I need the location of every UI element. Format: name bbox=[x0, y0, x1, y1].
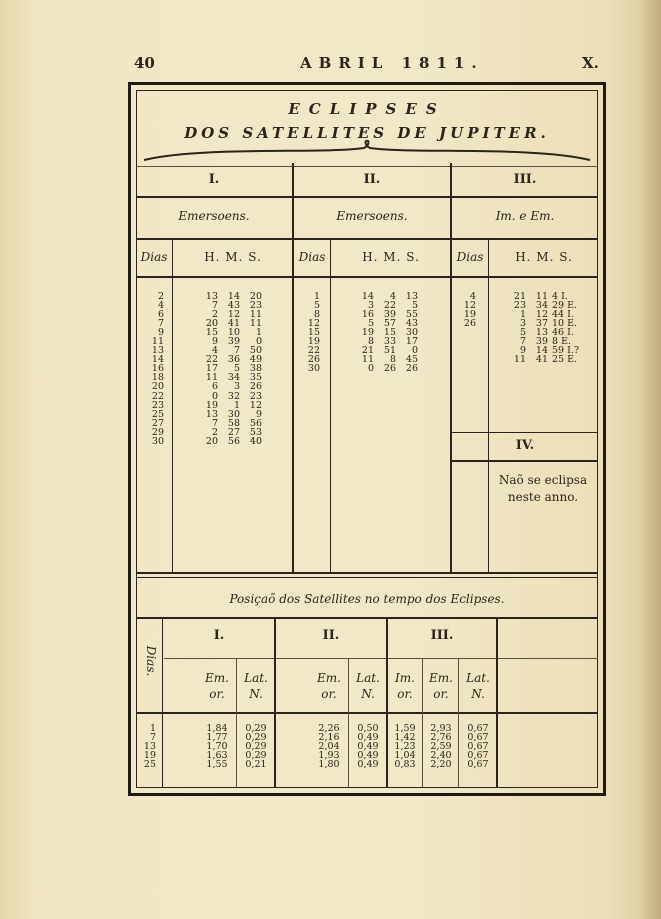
sat-I-seconds: 20 23 11 11 1 0 50 49 38 35 26 23 12 9 56 53 40 bbox=[249, 291, 262, 447]
heading-eclipses: ECLIPSES bbox=[288, 100, 446, 118]
page-edge-shadow bbox=[639, 0, 661, 919]
sat-III-day-header: Dias bbox=[456, 250, 484, 264]
pos-col-4: 0,50 0,49 0,49 0,49 0,49 bbox=[357, 723, 379, 771]
sat-II-numeral: II. bbox=[363, 172, 381, 187]
col-divider bbox=[162, 619, 163, 787]
sat-I-minutes: 14 43 12 41 10 39 7 36 5 34 3 32 1 30 58 27 56 bbox=[227, 291, 240, 447]
col-divider bbox=[450, 163, 452, 572]
pos-col-header: Lat. N. bbox=[466, 671, 490, 701]
col-divider bbox=[422, 659, 423, 787]
signature-mark: X. bbox=[582, 54, 599, 72]
sat-II-seconds: 13 5 55 43 30 17 0 45 26 bbox=[405, 291, 418, 375]
pos-group-III: III. bbox=[430, 628, 454, 643]
pos-col-5: 1,59 1,42 1,23 1,04 0,83 bbox=[394, 723, 416, 771]
sat-I-hours: 13 7 2 20 15 9 4 22 17 11 6 0 19 13 7 2 20 bbox=[205, 291, 218, 447]
sat-II-day-header: Dias bbox=[298, 250, 326, 264]
sat-III-hours: 21 23 1 3 5 7 9 11 bbox=[513, 291, 526, 366]
running-header bbox=[0, 52, 661, 76]
col-divider bbox=[496, 619, 498, 787]
pos-col-2: 0,29 0,29 0,29 0,29 0,21 bbox=[245, 723, 267, 771]
rule bbox=[136, 196, 598, 198]
rule bbox=[164, 658, 598, 659]
rule bbox=[136, 577, 598, 578]
sat-IV-note: Naõ se eclipsa neste anno. bbox=[498, 473, 588, 504]
pos-group-II: II. bbox=[322, 628, 340, 643]
pos-col-header: Em. or. bbox=[317, 671, 341, 701]
pos-col-6: 2,93 2,76 2,59 2,40 2,20 bbox=[430, 723, 452, 771]
pos-days: 1 7 13 19 25 bbox=[143, 723, 156, 771]
pos-col-3: 2,26 2,16 2,04 1,93 1,80 bbox=[318, 723, 340, 771]
sat-IV-numeral: IV. bbox=[515, 438, 535, 453]
sat-III-phase: Im. e Em. bbox=[495, 209, 555, 223]
rule bbox=[136, 166, 598, 167]
sat-III-minutes: 11 34 12 37 13 39 14 41 bbox=[535, 291, 548, 366]
pos-col-header: Em. or. bbox=[205, 671, 229, 701]
rule bbox=[136, 276, 598, 278]
sat-II-phase: Emersoens. bbox=[336, 209, 408, 223]
curly-brace-ornament bbox=[142, 140, 592, 164]
sat-I-phase: Emersoens. bbox=[178, 209, 250, 223]
sat-II-hours: 14 3 16 5 19 8 21 11 0 bbox=[361, 291, 374, 375]
pos-col-header: Im. or. bbox=[395, 671, 415, 701]
col-divider bbox=[488, 240, 489, 572]
sat-II-minutes: 4 22 39 57 15 33 51 8 26 bbox=[383, 291, 396, 375]
col-divider bbox=[348, 659, 349, 787]
col-divider bbox=[236, 659, 237, 787]
col-divider bbox=[274, 619, 276, 787]
sat-II-hms-header: H. M. S. bbox=[362, 250, 420, 264]
sat-III-days: 4 12 19 26 bbox=[463, 291, 476, 330]
pos-col-header: Em. or. bbox=[429, 671, 453, 701]
rule bbox=[136, 617, 598, 619]
sat-III-numeral: III. bbox=[513, 172, 537, 187]
pos-col-header: Lat. N. bbox=[356, 671, 380, 701]
positions-day-header: Dias. bbox=[144, 645, 158, 677]
rule bbox=[452, 460, 598, 462]
sat-I-day-header: Dias bbox=[140, 250, 168, 264]
col-divider bbox=[292, 163, 294, 572]
sat-II-days: 1 5 8 12 15 19 22 26 30 bbox=[307, 291, 320, 375]
rule bbox=[136, 238, 598, 240]
positions-title: Posiçaõ dos Satellites no tempo dos Eclipses. bbox=[229, 592, 505, 606]
sat-I-days: 2 4 6 7 9 11 13 14 16 18 20 22 23 25 27 29 30 bbox=[151, 291, 164, 447]
sat-I-hms-header: H. M. S. bbox=[204, 250, 262, 264]
heading-satellites: DOS SATELLITES DE JUPITER. bbox=[184, 124, 550, 142]
sat-I-numeral: I. bbox=[208, 172, 220, 187]
sat-III-seconds: 4 I. 29 E. 44 I. 10 E. 46 I. 8 E. 59 I.? 25 E. bbox=[552, 291, 579, 366]
pos-col-1: 1,84 1,77 1,70 1,63 1,55 bbox=[206, 723, 228, 771]
pos-col-7: 0,67 0,67 0,67 0,67 0,67 bbox=[467, 723, 489, 771]
rule bbox=[452, 432, 598, 433]
col-divider bbox=[458, 659, 459, 787]
running-title: ABRIL 1811. bbox=[300, 54, 484, 72]
col-divider bbox=[330, 240, 331, 572]
rule bbox=[136, 572, 598, 574]
pos-col-header: Lat. N. bbox=[244, 671, 268, 701]
col-divider bbox=[172, 240, 173, 572]
sat-III-hms-header: H. M. S. bbox=[515, 250, 573, 264]
page-number: 40 bbox=[134, 54, 155, 72]
pos-group-I: I. bbox=[213, 628, 225, 643]
rule bbox=[136, 712, 598, 714]
